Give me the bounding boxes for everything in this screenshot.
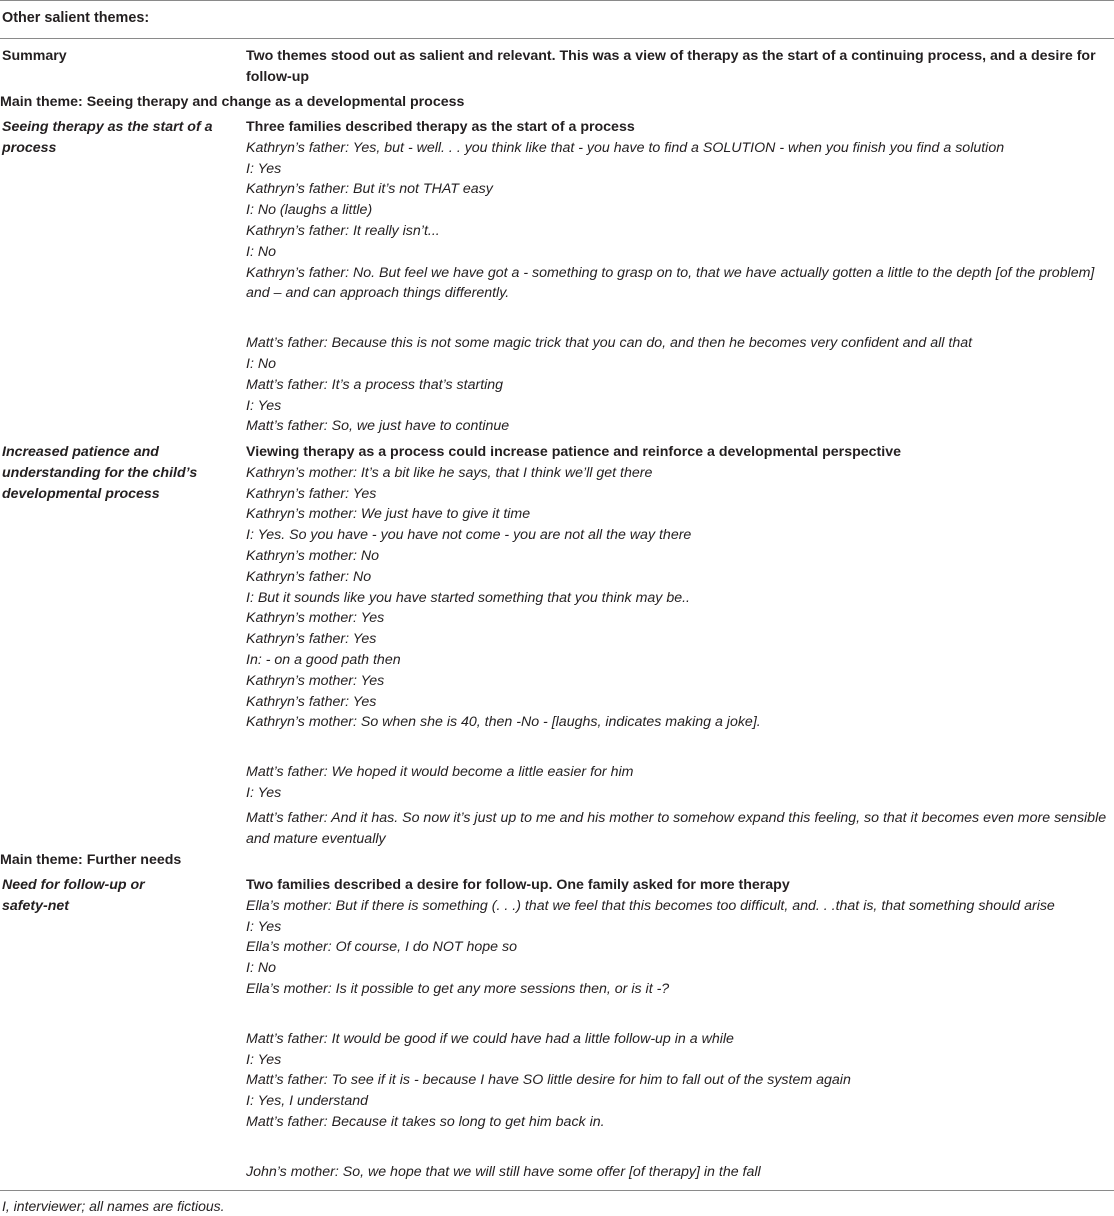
quote-line: Matt’s father: It’s a process that’s starting [246,376,504,393]
quote-line: Matt’s father: And it has. So now it’s just up to me and his mother to somehow expand this feeling, so that it becomes even more sensible and mature eventually [246,809,1107,847]
quote-line: I: No [246,243,276,260]
quote-line: Ella’s mother: Is it possible to get any more sessions then, or is it -? [246,980,670,997]
quote-line: Kathryn’s father: No [246,568,372,585]
quote-line: Matt’s father: To see if it is - because I have SO little desire for him to fall out of the system again [246,1072,851,1089]
quote-line: I: No [246,960,276,977]
title-rule [0,38,1114,39]
subtheme-label: Need for follow-up or safety-net [2,877,145,914]
quote-line: Matt’s father: We hoped it would become a little easier for him [246,764,634,781]
quote-line: Kathryn’s mother: No [246,547,380,564]
summary-label: Summary [2,48,67,64]
quote-line: Kathryn’s father: Yes, but - well. . . you think like that - you have to find a SOLUTION - when you finish you find a solution [246,139,1005,156]
subtheme-label: Seeing therapy as the start of a process [2,119,213,156]
summary-text: Two themes stood out as salient and relevant. This was a view of therapy as the start of a continuing process, and a desire for follow-up [246,48,1096,85]
subtheme-content [246,442,1112,849]
subtheme-heading: Viewing therapy as a process could increase patience and reinforce a developmental perspective [246,444,901,460]
quote-line: Kathryn’s mother: It’s a bit like he says, that I think we’ll get there [246,464,653,481]
main-theme-developmental: Main theme: Seeing therapy and change as a developmental process [0,94,465,110]
quote-line: Ella’s mother: Of course, I do NOT hope so [246,939,517,956]
main-theme-further-needs: Main theme: Further needs [0,852,182,868]
quote-line: I: Yes. So you have - you have not come - you are not all the way there [246,527,692,544]
quote-line: Kathryn’s father: Yes [246,485,377,502]
quote-line: Kathryn’s mother: Yes [246,610,385,627]
quote-line: Kathryn’s mother: So when she is 40, then -No - [laughs, indicates making a joke]. [246,714,761,731]
bottom-rule [0,1190,1114,1191]
quote-line: Kathryn’s father: No. But feel we have got a - something to grasp on to, that we have actually gotten a little to the depth [of the problem] and – and can approach things differently. [246,264,1095,302]
quote-line: I: But it sounds like you have started something that you think may be.. [246,589,690,606]
quote-line: Ella’s mother: But if there is something (. . .) that we feel that this becomes too difficult, and. . .that is, that something should arise [246,897,1055,914]
quote-line: I: Yes [246,1051,282,1068]
quote-line: I: Yes, I understand [246,1093,368,1110]
quote-line: Kathryn’s father: Yes [246,693,377,710]
quote-line: Matt’s father: So, we just have to continue [246,418,510,435]
quote-line: Matt’s father: Because it takes so long to get him back in. [246,1113,605,1130]
subtheme-label: Increased patience and understanding for the child’s developmental process [2,444,198,502]
subtheme-heading: Two families described a desire for follow-up. One family asked for more therapy [246,877,790,893]
quote-line: In: - on a good path then [246,651,401,668]
table-footnote: I, interviewer; all names are fictious. [2,1198,225,1214]
subtheme-content [246,117,1112,437]
quote-line: I: Yes [246,784,282,801]
quote-line: Kathryn’s father: It really isn’t... [246,222,440,239]
quote-line: Kathryn’s father: Yes [246,631,377,648]
quote-line: I: Yes [246,397,282,414]
quote-line: I: Yes [246,160,282,177]
quote-line: Matt’s father: It would be good if we could have had a little follow-up in a while [246,1030,734,1047]
quote-line: I: No [246,355,276,372]
subtheme-heading: Three families described therapy as the start of a process [246,119,635,135]
quote-line: I: Yes [246,918,282,935]
quote-line: Matt’s father: Because this is not some magic trick that you can do, and then he becomes very confident and all that [246,335,973,352]
table-title: Other salient themes: [2,10,150,26]
quote-line: Kathryn’s father: But it’s not THAT easy [246,181,493,198]
quote-line: John’s mother: So, we hope that we will still have some offer [of therapy] in the fall [246,1163,761,1180]
quote-line: Kathryn’s mother: We just have to give it time [246,506,531,523]
quote-line: I: No (laughs a little) [246,202,373,219]
top-rule [0,0,1114,1]
quote-line: Kathryn’s mother: Yes [246,672,385,689]
subtheme-content [246,875,1112,1183]
